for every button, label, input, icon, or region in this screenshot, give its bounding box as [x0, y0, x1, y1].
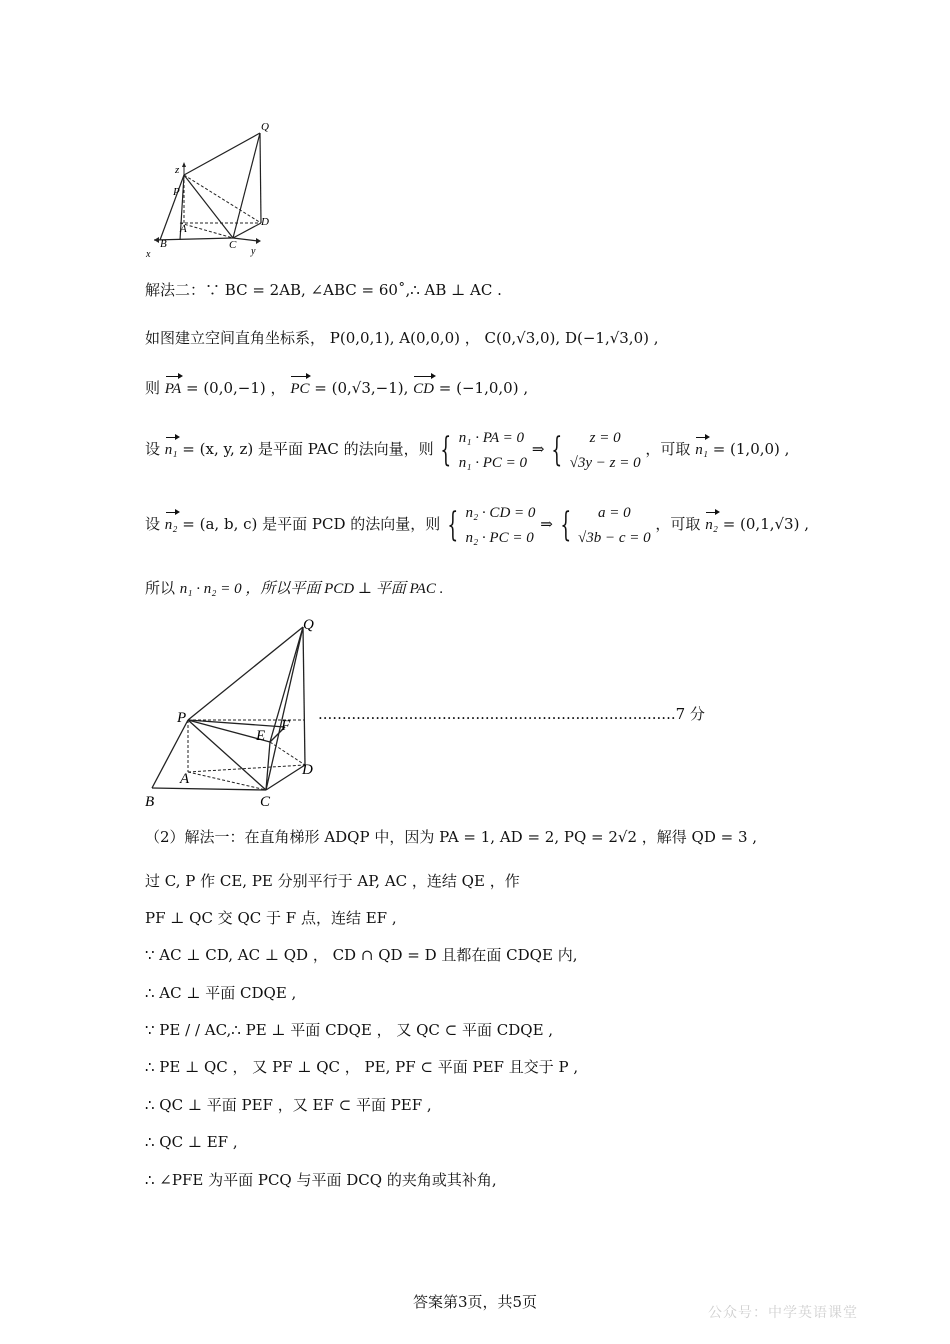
label-Q: Q [303, 617, 314, 633]
label-D: D [261, 216, 269, 228]
label-x: x [146, 249, 151, 260]
method2-vectors: 则 PA = (0,0,−1) ， PC = (0,√3,−1), CD = (−1,0,0) , [145, 377, 528, 400]
method2-n1: 设 n₁ = (x, y, z) 是平面 PAC 的法向量，则 { n₁ · PA = 0 n₁ · PC = 0 ⇒ { z = 0 √3y − z = 0 ，可取 n₁ = (1,0,0) , [145, 430, 790, 471]
label-E: E [256, 728, 266, 744]
vector-PA: PA [165, 378, 181, 400]
part2-line-9: ∴ QC ⊥ EF , [145, 1133, 238, 1151]
part2-line-10: ∴ ∠PFE 为平面 PCQ 与平面 DCQ 的夹角或其补角, [145, 1171, 497, 1189]
vector-PC: PC [290, 378, 309, 400]
part2-line-6: ∵ PE / / AC,∴ PE ⊥ 平面 CDQE ， 又 QC ⊂ 平面 CDQE , [145, 1021, 554, 1039]
label-A: A [180, 771, 190, 787]
part2-line-5: ∴ AC ⊥ 平面 CDQE , [145, 984, 297, 1002]
label-A: A [180, 223, 187, 235]
label-B: B [160, 238, 167, 250]
figure-coordinate-system [140, 115, 290, 265]
method2-coords: 如图建立空间直角坐标系， P(0,0,1), A(0,0,0) ， C(0,√3,0), D(−1,√3,0) , [145, 329, 659, 347]
vector-CD: CD [413, 378, 434, 400]
method2-n2: 设 n₂ = (a, b, c) 是平面 PCD 的法向量，则 { n₂ · CD = 0 n₂ · PC = 0 ⇒ { a = 0 √3b − c = 0 ，可取 n₂ = (0,1,√3) , [145, 505, 809, 546]
label-P: P [173, 186, 180, 198]
method2-conclusion: 所以 n₁ · n₂ = 0 ，所以平面 PCD ⊥ 平面 PAC . [145, 579, 444, 597]
label-C: C [229, 239, 237, 251]
part2-line-8: ∴ QC ⊥ 平面 PEF ，又 EF ⊂ 平面 PEF , [145, 1096, 432, 1114]
watermark: 公众号：中学英语课堂 [708, 1305, 858, 1321]
figure-pyramid [140, 612, 340, 812]
label-y: y [251, 246, 256, 257]
part2-line-3: PF ⊥ QC 交 QC 于 F 点，连结 EF , [145, 909, 397, 927]
label-D: D [302, 762, 313, 778]
label-B: B [145, 794, 155, 810]
label-P: P [177, 710, 187, 726]
part2-line-1: （2）解法一：在直角梯形 ADQP 中，因为 PA = 1, AD = 2, PQ = 2√2 ，解得 QD = 3 , [145, 828, 758, 846]
score-line: ...........................................................................7 分 [318, 705, 705, 723]
method2-intro: 解法二：∵ BC = 2AB, ∠ABC = 60˚,∴ AB ⊥ AC . [145, 281, 502, 299]
label-Q: Q [261, 121, 269, 133]
label-C: C [260, 794, 271, 810]
part2-line-7: ∴ PE ⊥ QC ， 又 PF ⊥ QC ， PE, PF ⊂ 平面 PEF 且交于 P , [145, 1058, 579, 1076]
label-z: z [175, 164, 180, 176]
label-F: F [281, 718, 291, 734]
part2-line-2: 过 C, P 作 CE, PE 分别平行于 AP, AC ，连结 QE ，作 [145, 872, 520, 890]
part2-line-4: ∵ AC ⊥ CD, AC ⊥ QD ， CD ∩ QD = D 且都在面 CDQE 内, [145, 946, 578, 964]
page-footer: 答案第3页，共5页 [412, 1293, 538, 1311]
